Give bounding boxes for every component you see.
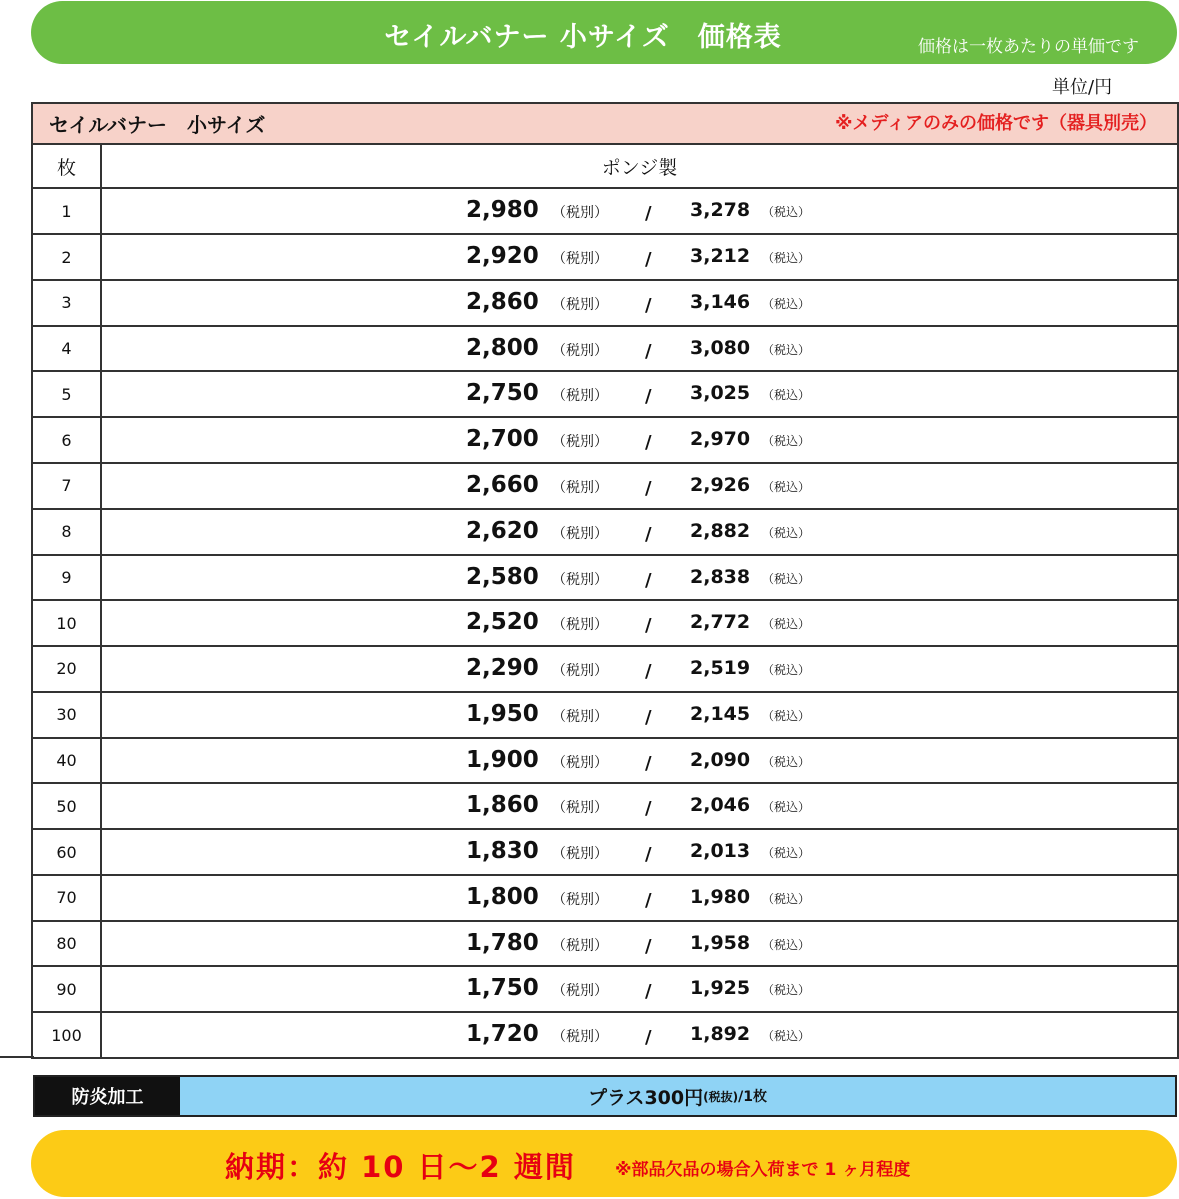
- fireproof-value: [180, 1077, 1175, 1115]
- price-tax-excluded: 2,860: [466, 288, 539, 315]
- price-cell: [101, 875, 1178, 921]
- price-tax-included: 2,926: [690, 474, 751, 496]
- price-tax-included: 2,090: [690, 748, 751, 771]
- price-tax-excluded: 2,580: [466, 563, 539, 590]
- price-separator: /: [645, 844, 652, 866]
- price-tax-excluded: 2,660: [466, 472, 539, 498]
- table-row: [32, 600, 1178, 646]
- price-separator: /: [645, 706, 652, 728]
- price-tax-excluded: 2,800: [466, 334, 539, 361]
- tax-excluded-label: （税別）: [552, 388, 608, 405]
- fireproof-price: プラス300円: [588, 1086, 704, 1109]
- tax-excluded-label: （税別）: [552, 205, 608, 222]
- column-header-row: [32, 144, 1178, 189]
- table-row: [32, 371, 1178, 417]
- price-tax-included: 2,145: [690, 702, 751, 725]
- quantity-cell: 90: [32, 966, 101, 1012]
- tax-included-label: （税込）: [762, 800, 811, 815]
- price-tax-included: 2,970: [690, 428, 751, 451]
- title-banner: [31, 1, 1177, 64]
- quantity-cell: 20: [32, 646, 101, 692]
- price-separator: /: [645, 523, 652, 545]
- tax-included-label: （税込）: [762, 663, 811, 678]
- price-cell: [101, 188, 1178, 234]
- quantity-cell: 6: [32, 417, 101, 463]
- price-separator: /: [645, 249, 652, 271]
- section-header-row: [32, 103, 1178, 144]
- quantity-cell: 7: [32, 463, 101, 509]
- quantity-cell: 70: [32, 875, 101, 921]
- table-row: [32, 463, 1178, 509]
- table-row: [32, 829, 1178, 875]
- tax-included-label: （税込）: [762, 480, 811, 494]
- tax-excluded-label: （税別）: [552, 617, 608, 634]
- quantity-cell: 9: [32, 555, 101, 601]
- tax-excluded-label: （税別）: [552, 754, 608, 771]
- table-row: [32, 921, 1178, 967]
- tax-included-label: （税込）: [762, 937, 811, 952]
- tax-included-label: （税込）: [762, 434, 811, 449]
- delivery-time: 納期：約 10 日〜2 週間: [225, 1150, 576, 1184]
- price-tax-excluded: 1,900: [466, 746, 539, 773]
- section-title: セイルバナー 小サイズ: [49, 112, 266, 137]
- price-tax-excluded: 2,520: [466, 609, 539, 636]
- price-cell: [101, 966, 1178, 1012]
- price-tax-included: 1,980: [690, 885, 751, 908]
- price-tax-excluded: 2,290: [466, 655, 539, 682]
- tax-included-label: （税込）: [762, 525, 811, 540]
- table-row: [32, 509, 1178, 555]
- price-separator: /: [645, 203, 652, 225]
- table-row: [32, 234, 1178, 280]
- quantity-cell: 50: [32, 783, 101, 829]
- fireproof-bar: [33, 1075, 1177, 1117]
- quantity-cell: 8: [32, 509, 101, 555]
- price-separator: /: [645, 1027, 652, 1049]
- tax-included-label: （税込）: [762, 388, 811, 403]
- delivery-note: ※部品欠品の場合入荷まで 1 ヶ月程度: [615, 1160, 911, 1180]
- column-header-qty: 枚: [32, 144, 101, 189]
- price-tax-excluded: 1,780: [466, 929, 539, 956]
- quantity-cell: 30: [32, 692, 101, 738]
- price-separator: /: [645, 798, 652, 820]
- price-cell: [101, 371, 1178, 417]
- price-tax-included: 2,882: [690, 519, 751, 542]
- price-tax-included: 3,080: [690, 336, 751, 359]
- table-row: [32, 326, 1178, 372]
- price-tax-included: 1,958: [690, 931, 751, 954]
- price-tax-excluded: 2,980: [466, 197, 539, 224]
- price-separator: /: [645, 981, 652, 1003]
- price-cell: [101, 417, 1178, 463]
- price-separator: /: [645, 340, 652, 362]
- tax-included-label: （税込）: [762, 342, 811, 357]
- price-tax-included: 2,838: [690, 565, 751, 588]
- price-tax-excluded: 1,720: [466, 1021, 539, 1048]
- price-tax-included: 1,892: [690, 1023, 751, 1046]
- price-cell: [101, 829, 1178, 875]
- price-tax-excluded: 1,830: [466, 838, 539, 865]
- quantity-cell: 80: [32, 921, 101, 967]
- tax-included-label: （税込）: [762, 708, 811, 723]
- price-separator: /: [645, 752, 652, 774]
- divider-line: [0, 1056, 34, 1058]
- price-cell: [101, 509, 1178, 555]
- page-title: セイルバナー 小サイズ 価格表: [384, 22, 782, 53]
- table-row: [32, 783, 1178, 829]
- unit-label: 単位/円: [1052, 77, 1113, 98]
- price-tax-included: 1,925: [690, 977, 751, 1000]
- price-separator: /: [645, 615, 652, 637]
- price-tax-included: 3,278: [690, 199, 751, 222]
- quantity-cell: 2: [32, 234, 101, 280]
- price-tax-excluded: 2,620: [466, 517, 539, 544]
- price-tax-excluded: 1,950: [466, 700, 539, 727]
- tax-included-label: （税込）: [762, 571, 811, 586]
- price-cell: [101, 600, 1178, 646]
- price-cell: [101, 463, 1178, 509]
- price-cell: [101, 646, 1178, 692]
- price-cell: [101, 1012, 1178, 1058]
- price-cell: [101, 783, 1178, 829]
- price-separator: /: [645, 478, 652, 499]
- price-tax-excluded: 1,750: [466, 975, 539, 1002]
- price-tax-included: 3,025: [690, 382, 751, 405]
- price-tax-excluded: 2,750: [466, 380, 539, 407]
- price-tax-included: 2,519: [690, 657, 751, 680]
- table-row: [32, 188, 1178, 234]
- table-row: [32, 692, 1178, 738]
- tax-excluded-label: （税別）: [552, 663, 608, 680]
- tax-included-label: （税込）: [762, 846, 811, 861]
- tax-excluded-label: （税別）: [552, 983, 608, 1000]
- quantity-cell: 5: [32, 371, 101, 417]
- column-header-material: ポンジ製: [101, 144, 1178, 189]
- price-separator: /: [645, 569, 652, 591]
- table-row: [32, 417, 1178, 463]
- quantity-cell: 4: [32, 326, 101, 372]
- quantity-cell: 40: [32, 738, 101, 784]
- price-separator: /: [645, 661, 652, 683]
- tax-included-label: （税込）: [762, 983, 811, 998]
- tax-excluded-label: （税別）: [552, 251, 608, 268]
- tax-included-label: （税込）: [762, 891, 811, 906]
- price-tax-included: 2,013: [690, 840, 751, 863]
- price-separator: /: [645, 386, 652, 408]
- tax-included-label: （税込）: [762, 754, 811, 769]
- section-header: [32, 103, 1178, 144]
- table-row: [32, 646, 1178, 692]
- tax-excluded-label: （税別）: [552, 708, 608, 725]
- price-cell: [101, 921, 1178, 967]
- price-cell: [101, 280, 1178, 326]
- tax-included-label: （税込）: [762, 617, 811, 632]
- fireproof-per-unit: /1枚: [738, 1089, 767, 1105]
- table-row: [32, 555, 1178, 601]
- tax-included-label: （税込）: [762, 251, 811, 266]
- table-row: [32, 966, 1178, 1012]
- tax-excluded-label: （税別）: [552, 800, 608, 817]
- price-separator: /: [645, 294, 652, 316]
- table-row: [32, 280, 1178, 326]
- tax-excluded-label: （税別）: [552, 434, 608, 451]
- price-cell: [101, 326, 1178, 372]
- price-tax-included: 3,146: [690, 290, 751, 313]
- section-note: ※メディアのみの価格です（器具別売）: [834, 112, 1157, 134]
- price-tax-excluded: 2,920: [466, 243, 539, 270]
- price-note: 価格は一枚あたりの単価です: [918, 37, 1139, 57]
- price-tax-excluded: 2,700: [466, 426, 539, 453]
- table-row: [32, 1012, 1178, 1058]
- tax-included-label: （税込）: [762, 205, 811, 220]
- price-separator: /: [645, 935, 652, 957]
- tax-included-label: （税込）: [762, 1029, 811, 1044]
- quantity-cell: 3: [32, 280, 101, 326]
- price-cell: [101, 555, 1178, 601]
- tax-excluded-label: （税別）: [552, 846, 608, 863]
- price-cell: [101, 234, 1178, 280]
- quantity-cell: 100: [32, 1012, 101, 1058]
- price-tax-excluded: 1,800: [466, 883, 539, 910]
- tax-excluded-label: （税別）: [552, 342, 608, 359]
- tax-excluded-label: （税別）: [552, 571, 608, 588]
- price-tax-included: 3,212: [690, 245, 751, 268]
- tax-excluded-label: （税別）: [552, 480, 608, 496]
- tax-excluded-label: （税別）: [552, 937, 608, 954]
- price-table: [31, 102, 1179, 1059]
- quantity-cell: 60: [32, 829, 101, 875]
- fireproof-label: 防炎加工: [35, 1077, 180, 1115]
- price-separator: /: [645, 889, 652, 911]
- price-cell: [101, 692, 1178, 738]
- table-row: [32, 738, 1178, 784]
- table-row: [32, 875, 1178, 921]
- price-separator: /: [645, 432, 652, 454]
- price-tax-included: 2,772: [690, 611, 751, 634]
- quantity-cell: 10: [32, 600, 101, 646]
- tax-excluded-label: （税別）: [552, 296, 608, 313]
- tax-excluded-label: （税別）: [552, 891, 608, 908]
- fireproof-tax-note: (税抜): [703, 1089, 739, 1104]
- price-tax-included: 2,046: [690, 794, 751, 817]
- delivery-banner: [31, 1130, 1177, 1197]
- quantity-cell: 1: [32, 188, 101, 234]
- price-tax-excluded: 1,860: [466, 792, 539, 819]
- tax-included-label: （税込）: [762, 296, 811, 311]
- tax-excluded-label: （税別）: [552, 1029, 608, 1046]
- tax-excluded-label: （税別）: [552, 525, 608, 542]
- price-cell: [101, 738, 1178, 784]
